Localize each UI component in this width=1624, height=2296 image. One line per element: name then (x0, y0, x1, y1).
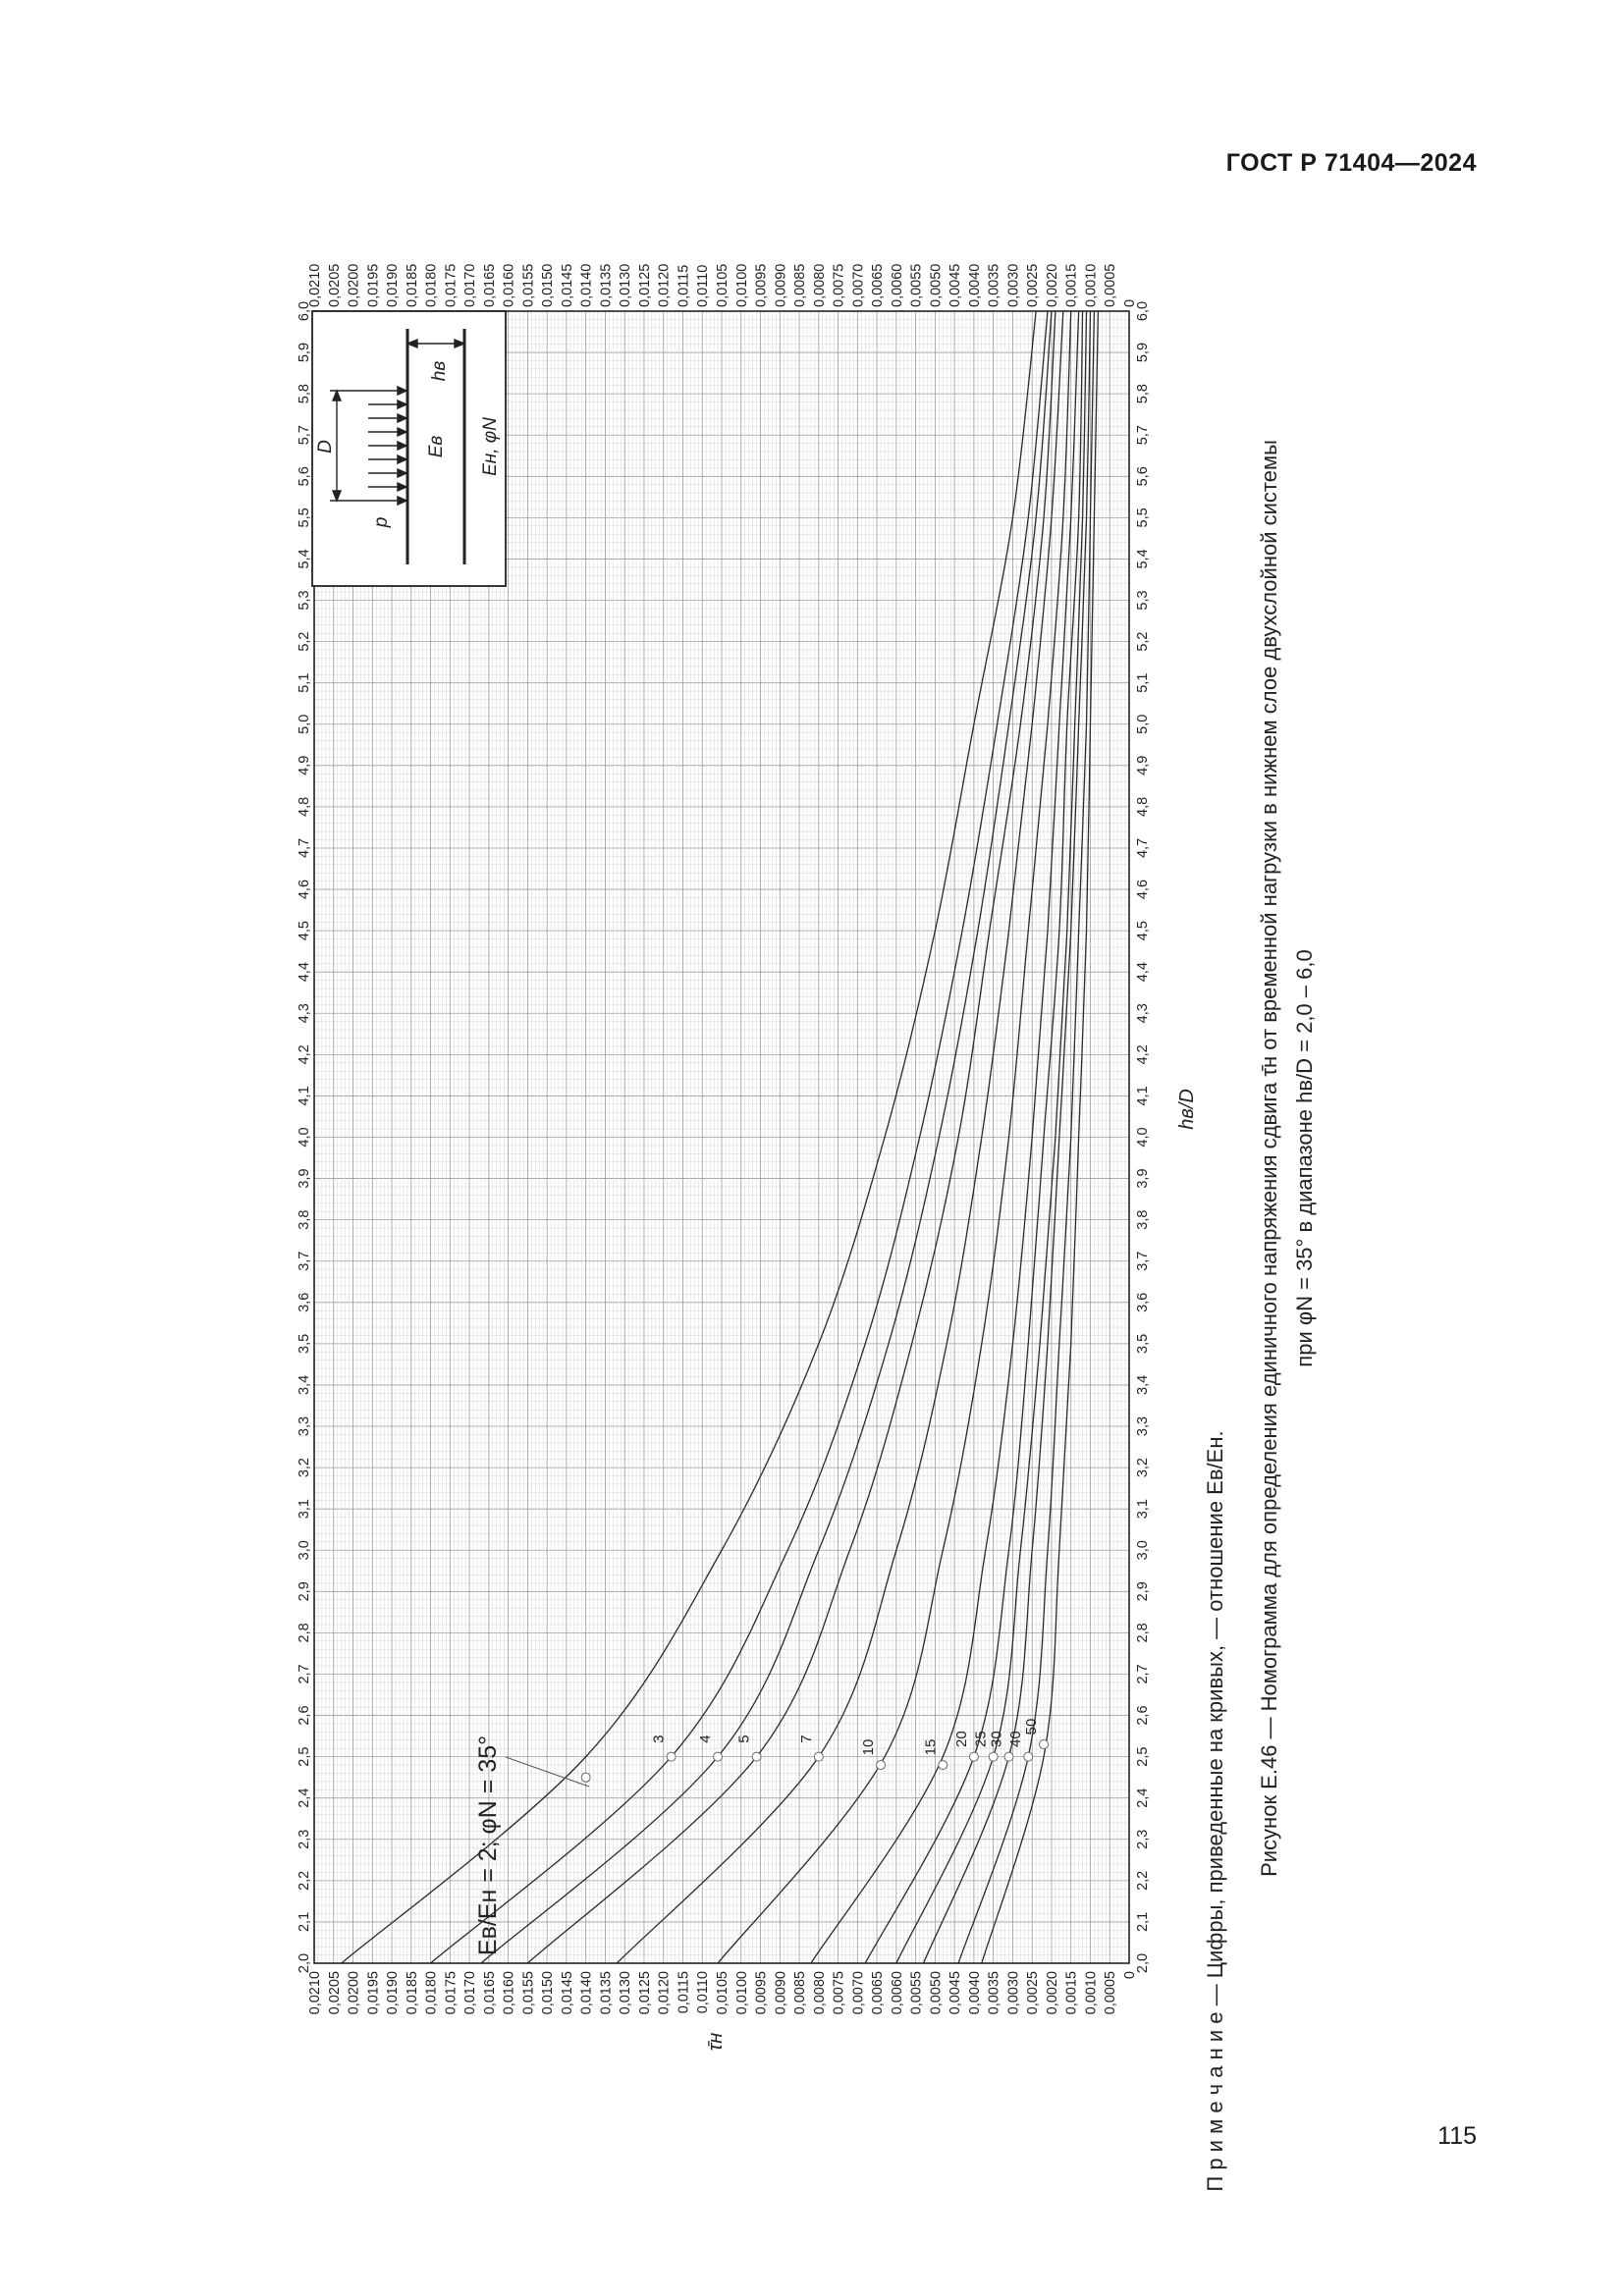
x-tick-label-right: 5,9 (1135, 342, 1151, 363)
y-tick-label-top: 0,0135 (598, 263, 615, 307)
y-tick-label-bottom: 0,0165 (481, 1971, 498, 2015)
x-tick-label-right: 3,2 (1135, 1458, 1151, 1478)
x-tick-label-left: 4,4 (297, 962, 312, 983)
y-tick-label-bottom: 0,0075 (831, 1971, 847, 2015)
x-tick-label-left: 5,8 (297, 384, 312, 404)
y-tick-label-bottom: 0,0110 (695, 1971, 712, 2014)
y-tick-label-top: 0,0145 (559, 263, 575, 307)
y-tick-label-top: 0,0035 (986, 263, 1002, 307)
x-tick-label-right: 3,8 (1135, 1209, 1151, 1230)
schema-load-arrows (368, 387, 406, 505)
curve-marker-2 (581, 1773, 590, 1782)
y-tick-label-bottom: 0,0090 (773, 1971, 789, 2015)
y-tick-label-bottom: 0,0030 (1005, 1971, 1022, 2015)
y-tick-label-top: 0,0100 (733, 263, 750, 307)
curve-label-30: 30 (988, 1731, 1005, 1747)
figure-note: П р и м е ч а н и е — Цифры, приведенные на кривых, — отношение Eв/Eн. (1203, 1430, 1227, 2192)
curve-label-4: 4 (697, 1735, 715, 1743)
y-tick-label-top: 0,0125 (636, 263, 653, 307)
x-tick-label-left: 4,6 (297, 879, 312, 900)
page-number: 115 (1437, 2122, 1477, 2150)
y-tick-label-bottom: 0,0015 (1063, 1971, 1080, 2015)
curve-marker-20 (969, 1752, 978, 1761)
y-tick-label-top: 0,0140 (578, 263, 595, 307)
x-tick-label-right: 4,7 (1135, 837, 1151, 859)
curve-label-3: 3 (650, 1735, 668, 1743)
y-tick-label-bottom: 0,0205 (326, 1971, 343, 2015)
x-tick-label-right: 2,7 (1135, 1664, 1151, 1684)
x-tick-label-left: 4,3 (297, 1003, 312, 1024)
y-tick-label-top: 0,0150 (540, 263, 557, 307)
schema-load-label: p (371, 516, 392, 528)
y-tick-label-top: 0,0205 (326, 263, 343, 307)
schema-diameter-label: D (315, 440, 336, 454)
schema-inset (312, 311, 506, 586)
x-tick-label-left: 3,3 (297, 1415, 312, 1437)
x-tick-label-right: 4,5 (1135, 921, 1151, 941)
curve-marker-25 (989, 1752, 998, 1761)
x-tick-label-right: 2,6 (1135, 1705, 1151, 1726)
y-tick-label-top: 0,0095 (753, 263, 770, 307)
x-tick-label-left: 3,6 (297, 1292, 312, 1312)
curve-label-40: 40 (1007, 1731, 1025, 1747)
y-tick-label-top: 0 (1122, 298, 1138, 307)
x-tick-label-left: 3,9 (297, 1168, 312, 1189)
y-tick-label-bottom: 0,0145 (559, 1971, 575, 2015)
x-tick-label-right: 2,8 (1135, 1623, 1151, 1643)
y-tick-label-bottom: 0,0085 (792, 1971, 809, 2015)
x-tick-label-right: 4,9 (1135, 755, 1151, 775)
x-tick-label-right: 5,5 (1135, 507, 1151, 528)
y-tick-label-top: 0,0005 (1103, 263, 1119, 307)
curve-marker-5 (752, 1752, 761, 1761)
curve-marker-10 (877, 1761, 886, 1770)
y-tick-label-top: 0,0055 (908, 263, 925, 307)
standard-header: ГОСТ Р 71404—2024 (1225, 149, 1477, 177)
y-tick-label-top: 0,0060 (889, 263, 905, 307)
curve-marker-3 (667, 1752, 676, 1761)
x-tick-label-left: 3,8 (297, 1209, 312, 1230)
y-tick-label-top: 0,0115 (676, 264, 692, 307)
curve-marker-50 (1040, 1740, 1049, 1749)
x-tick-label-right: 2,4 (1135, 1788, 1151, 1808)
x-tick-label-left: 5,0 (297, 714, 312, 734)
curve-marker-4 (714, 1752, 723, 1761)
y-tick-label-bottom: 0,0100 (733, 1971, 750, 2015)
curve-label-20: 20 (952, 1731, 970, 1747)
x-tick-label-right: 5,7 (1135, 425, 1151, 446)
y-tick-label-bottom: 0,0200 (346, 1971, 362, 2015)
y-tick-label-top: 0,0015 (1063, 263, 1080, 307)
y-tick-label-bottom: 0,0115 (676, 1971, 692, 2014)
x-axis-title: hв/D (1176, 1089, 1198, 1130)
x-tick-label-left: 2,5 (297, 1746, 312, 1767)
x-tick-label-right: 3,1 (1135, 1499, 1151, 1520)
y-tick-label-top: 0,0210 (307, 263, 323, 307)
schema-thickness-label: hв (429, 360, 450, 382)
y-tick-label-bottom: 0,0155 (520, 1971, 537, 2015)
figure-caption-line-1: Рисунок Е.46 — Номограмма для определения единичного напряжения сдвига τ̄н от временной нагрузки в нижнем слое двухслойной системы (1257, 440, 1281, 1877)
y-tick-label-top: 0,0065 (870, 263, 887, 307)
y-tick-label-bottom: 0,0060 (889, 1971, 905, 2015)
x-tick-label-left: 6,0 (297, 300, 312, 322)
y-tick-label-top: 0,0025 (1025, 263, 1042, 307)
y-tick-label-top: 0,0180 (423, 263, 440, 307)
x-tick-label-left: 4,7 (297, 837, 312, 859)
x-tick-label-right: 5,6 (1135, 466, 1151, 487)
x-tick-label-left: 5,4 (297, 549, 312, 569)
y-tick-label-bottom: 0,0175 (443, 1971, 460, 2015)
y-tick-label-bottom: 0,0120 (656, 1971, 673, 2015)
x-tick-label-right: 3,9 (1135, 1168, 1151, 1189)
x-tick-label-right: 4,6 (1135, 879, 1151, 900)
y-tick-label-bottom: 0,0130 (618, 1971, 634, 2015)
x-tick-label-left: 2,9 (297, 1581, 312, 1602)
y-tick-label-bottom: 0,0035 (986, 1971, 1002, 2015)
x-tick-label-left: 4,2 (297, 1044, 312, 1065)
y-tick-label-top: 0,0165 (481, 263, 498, 307)
x-tick-label-right: 4,3 (1135, 1003, 1151, 1024)
x-tick-label-left: 2,2 (297, 1870, 312, 1891)
x-tick-label-left: 5,3 (297, 590, 312, 611)
x-tick-label-left: 4,9 (297, 755, 312, 775)
x-tick-label-left: 5,7 (297, 425, 312, 446)
x-tick-label-left: 4,8 (297, 796, 312, 817)
y-tick-label-top: 0,0170 (462, 263, 479, 307)
y-tick-label-top: 0,0175 (443, 263, 460, 307)
y-tick-label-top: 0,0185 (404, 263, 420, 307)
x-tick-label-left: 5,2 (297, 631, 312, 652)
figure-caption-line-2: при φN = 35° в диапазоне hв/D = 2,0 – 6,0 (1292, 949, 1317, 1367)
x-tick-label-right: 5,2 (1135, 631, 1151, 652)
x-tick-label-right: 2,2 (1135, 1870, 1151, 1891)
x-tick-label-left: 4,5 (297, 921, 312, 941)
y-tick-label-top: 0,0080 (811, 263, 828, 307)
y-tick-label-top: 0,0130 (618, 263, 634, 307)
y-tick-label-top: 0,0155 (520, 263, 537, 307)
y-tick-label-bottom: 0,0135 (598, 1971, 615, 2015)
x-tick-label-right: 3,6 (1135, 1292, 1151, 1312)
y-tick-label-bottom: 0,0055 (908, 1971, 925, 2015)
x-tick-label-left: 2,3 (297, 1829, 312, 1849)
y-tick-label-top: 0,0120 (656, 263, 673, 307)
x-tick-label-right: 3,7 (1135, 1251, 1151, 1271)
y-tick-label-bottom: 0,0180 (423, 1971, 440, 2015)
x-tick-label-left: 2,4 (297, 1788, 312, 1808)
x-tick-label-left: 4,1 (297, 1086, 312, 1106)
x-tick-label-right: 4,0 (1135, 1127, 1151, 1148)
x-tick-label-left: 2,6 (297, 1705, 312, 1726)
y-tick-label-top: 0,0075 (831, 263, 847, 307)
x-tick-label-right: 4,8 (1135, 796, 1151, 817)
x-tick-label-right: 6,0 (1135, 300, 1151, 322)
x-tick-label-left: 3,5 (297, 1333, 312, 1354)
y-tick-label-bottom: 0,0020 (1044, 1971, 1060, 2015)
x-tick-label-right: 4,2 (1135, 1044, 1151, 1065)
curve-marker-40 (1024, 1752, 1033, 1761)
y-tick-label-top: 0,0110 (695, 264, 712, 307)
y-tick-label-bottom: 0,0190 (385, 1971, 402, 2015)
y-tick-label-bottom: 0 (1122, 1971, 1138, 1980)
curve-label-7: 7 (797, 1735, 815, 1743)
curve-marker-30 (1004, 1752, 1013, 1761)
x-tick-label-right: 2,0 (1135, 1952, 1151, 1974)
y-tick-label-bottom: 0,0150 (540, 1971, 557, 2015)
curve-label-5: 5 (735, 1735, 753, 1743)
y-tick-label-bottom: 0,0080 (811, 1971, 828, 2015)
x-tick-label-right: 4,4 (1135, 962, 1151, 983)
y-tick-label-bottom: 0,0050 (928, 1971, 945, 2015)
x-tick-label-right: 3,3 (1135, 1415, 1151, 1437)
y-tick-label-bottom: 0,0195 (365, 1971, 382, 2015)
x-tick-label-left: 4,0 (297, 1127, 312, 1148)
y-axis-title: τ̄н (705, 2032, 727, 2052)
y-tick-label-bottom: 0,0125 (636, 1971, 653, 2015)
y-tick-label-bottom: 0,0045 (947, 1971, 964, 2015)
y-tick-label-bottom: 0,0105 (715, 1971, 731, 2015)
x-tick-label-right: 5,0 (1135, 714, 1151, 734)
annotation-parameters: Eв/Eн = 2; φN = 35° (474, 1735, 502, 1956)
y-tick-label-top: 0,0030 (1005, 263, 1022, 307)
x-tick-label-left: 5,6 (297, 466, 312, 487)
x-tick-label-left: 3,1 (297, 1499, 312, 1520)
y-tick-label-top: 0,0050 (928, 263, 945, 307)
y-tick-label-top: 0,0195 (365, 263, 382, 307)
x-tick-label-left: 5,9 (297, 342, 312, 363)
y-tick-label-top: 0,0070 (850, 263, 867, 307)
curve-marker-15 (939, 1761, 947, 1770)
y-tick-label-bottom: 0,0070 (850, 1971, 867, 2015)
y-tick-label-bottom: 0,0170 (462, 1971, 479, 2015)
x-tick-label-left: 3,2 (297, 1458, 312, 1478)
y-tick-label-top: 0,0010 (1083, 263, 1100, 307)
y-tick-label-bottom: 0,0065 (870, 1971, 887, 2015)
y-tick-label-top: 0,0020 (1044, 263, 1060, 307)
y-tick-label-bottom: 0,0025 (1025, 1971, 1042, 2015)
x-tick-label-left: 3,7 (297, 1251, 312, 1271)
y-tick-label-top: 0,0085 (792, 263, 809, 307)
x-tick-label-left: 2,8 (297, 1623, 312, 1643)
x-tick-label-right: 2,3 (1135, 1829, 1151, 1849)
y-tick-label-top: 0,0200 (346, 263, 362, 307)
y-tick-label-top: 0,0040 (966, 263, 983, 307)
x-tick-label-right: 2,1 (1135, 1911, 1151, 1933)
y-tick-label-bottom: 0,0140 (578, 1971, 595, 2015)
x-tick-label-left: 3,4 (297, 1374, 312, 1396)
x-tick-label-left: 2,7 (297, 1664, 312, 1684)
y-tick-label-bottom: 0,0095 (753, 1971, 770, 2015)
x-tick-label-right: 3,0 (1135, 1540, 1151, 1561)
x-tick-label-left: 5,5 (297, 507, 312, 528)
y-tick-label-bottom: 0,0010 (1083, 1971, 1100, 2015)
y-tick-label-top: 0,0090 (773, 263, 789, 307)
x-tick-label-right: 2,9 (1135, 1581, 1151, 1602)
y-tick-label-top: 0,0045 (947, 263, 964, 307)
x-tick-label-right: 3,5 (1135, 1333, 1151, 1354)
x-tick-label-right: 5,1 (1135, 672, 1151, 693)
y-tick-label-bottom: 0,0185 (404, 1971, 420, 2015)
y-tick-label-bottom: 0,0210 (307, 1971, 323, 2015)
x-tick-label-left: 5,1 (297, 672, 312, 693)
y-tick-label-bottom: 0,0160 (501, 1971, 517, 2015)
x-tick-label-right: 3,4 (1135, 1374, 1151, 1396)
y-tick-label-top: 0,0105 (715, 263, 731, 307)
curve-marker-7 (814, 1752, 823, 1761)
x-tick-label-right: 2,5 (1135, 1746, 1151, 1767)
schema-lower-layer-label: Eн, φN (480, 417, 501, 476)
x-tick-label-left: 2,0 (297, 1952, 312, 1974)
x-tick-label-right: 5,3 (1135, 590, 1151, 611)
x-tick-label-left: 2,1 (297, 1911, 312, 1933)
x-tick-label-right: 4,1 (1135, 1086, 1151, 1106)
y-tick-label-top: 0,0190 (385, 263, 402, 307)
x-tick-label-right: 5,8 (1135, 384, 1151, 404)
x-tick-label-right: 5,4 (1135, 549, 1151, 569)
curve-label-10: 10 (860, 1738, 878, 1756)
schema-upper-layer-label: Eв (426, 435, 447, 458)
y-tick-label-bottom: 0,0005 (1103, 1971, 1119, 2015)
y-tick-label-bottom: 0,0040 (966, 1971, 983, 2015)
curve-label-15: 15 (922, 1738, 940, 1756)
x-tick-label-left: 3,0 (297, 1540, 312, 1561)
y-tick-label-top: 0,0160 (501, 263, 517, 307)
curve-label-25: 25 (972, 1731, 990, 1747)
curve-label-50: 50 (1023, 1718, 1041, 1735)
